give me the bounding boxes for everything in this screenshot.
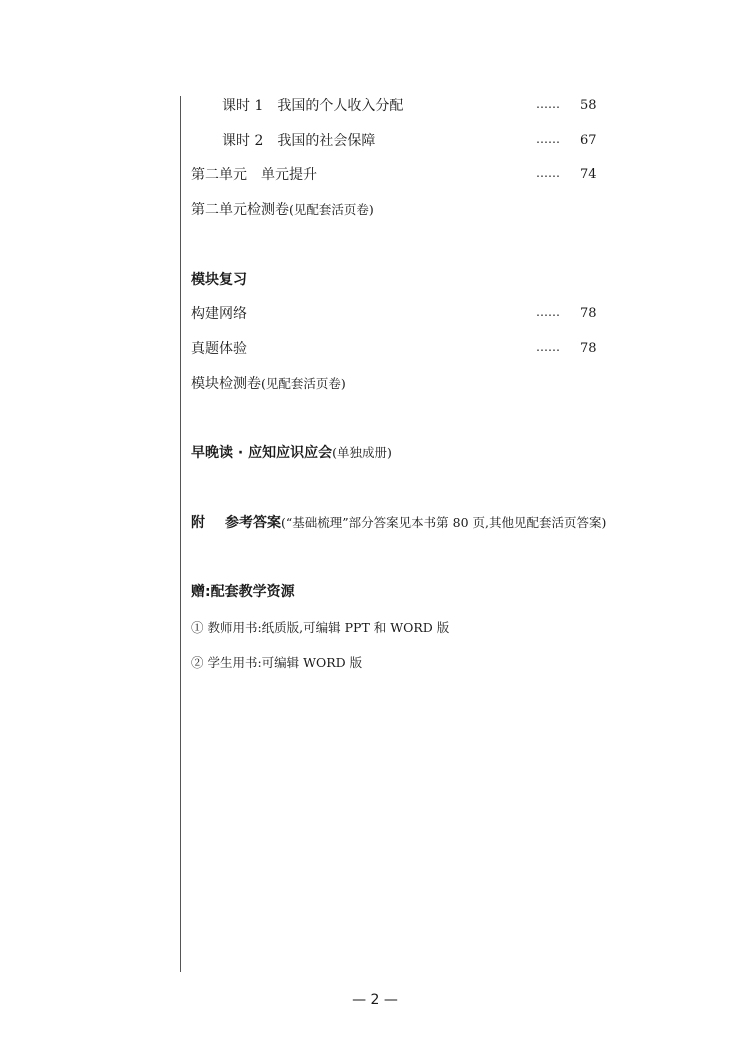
toc-entry-lesson1[interactable]: 课时 1 我国的个人收入分配	[222, 98, 404, 114]
toc-page-number: 58	[580, 98, 597, 113]
toc-entry-unit2-test[interactable]	[191, 200, 374, 220]
margin-rule	[180, 96, 181, 972]
toc-page-number: 74	[580, 167, 597, 182]
appendix-note: (“基础梳理”部分答案见本书第 80 页,其他见配套活页答案)	[281, 515, 607, 530]
toc-entry-unit2-boost[interactable]: 第二单元 单元提升	[191, 167, 317, 183]
toc-entry-module-test[interactable]	[191, 374, 346, 394]
appendix-title: 参考答案	[225, 515, 281, 531]
toc-page-number: 78	[580, 306, 597, 321]
resource-item-student: ② 学生用书:可编辑 WORD 版	[191, 655, 363, 670]
toc-leader-dots: ……	[536, 97, 560, 111]
section-appendix	[191, 513, 606, 533]
toc-entry-note: (见配套活页卷)	[289, 202, 374, 217]
toc-leader-dots: ……	[536, 132, 560, 146]
toc-entry-build-network[interactable]: 构建网络	[191, 306, 247, 322]
section-title-gift: 赠:配套教学资源	[191, 584, 295, 600]
toc-entry-real-exam[interactable]: 真题体验	[191, 341, 247, 357]
toc-leader-dots: ……	[536, 305, 560, 319]
toc-entry-label: 第二单元检测卷	[191, 202, 289, 218]
section-note: (单独成册)	[332, 445, 392, 460]
section-title-morning-reading	[191, 443, 392, 463]
toc-leader-dots: ……	[536, 340, 560, 354]
section-title-text: 早晚读 · 应知应识应会	[191, 445, 333, 461]
section-title-module-review: 模块复习	[191, 272, 247, 288]
toc-entry-lesson2[interactable]: 课时 2 我国的社会保障	[222, 133, 376, 149]
page-number-footer: — 2 —	[352, 992, 398, 1008]
toc-page-number: 78	[580, 341, 597, 356]
appendix-prefix: 附	[191, 515, 205, 531]
toc-page-number: 67	[580, 133, 597, 148]
toc-entry-label: 模块检测卷	[191, 376, 261, 392]
resource-item-teacher: ① 教师用书:纸质版,可编辑 PPT 和 WORD 版	[191, 620, 450, 635]
toc-leader-dots: ……	[536, 166, 560, 180]
toc-entry-note: (见配套活页卷)	[261, 376, 346, 391]
